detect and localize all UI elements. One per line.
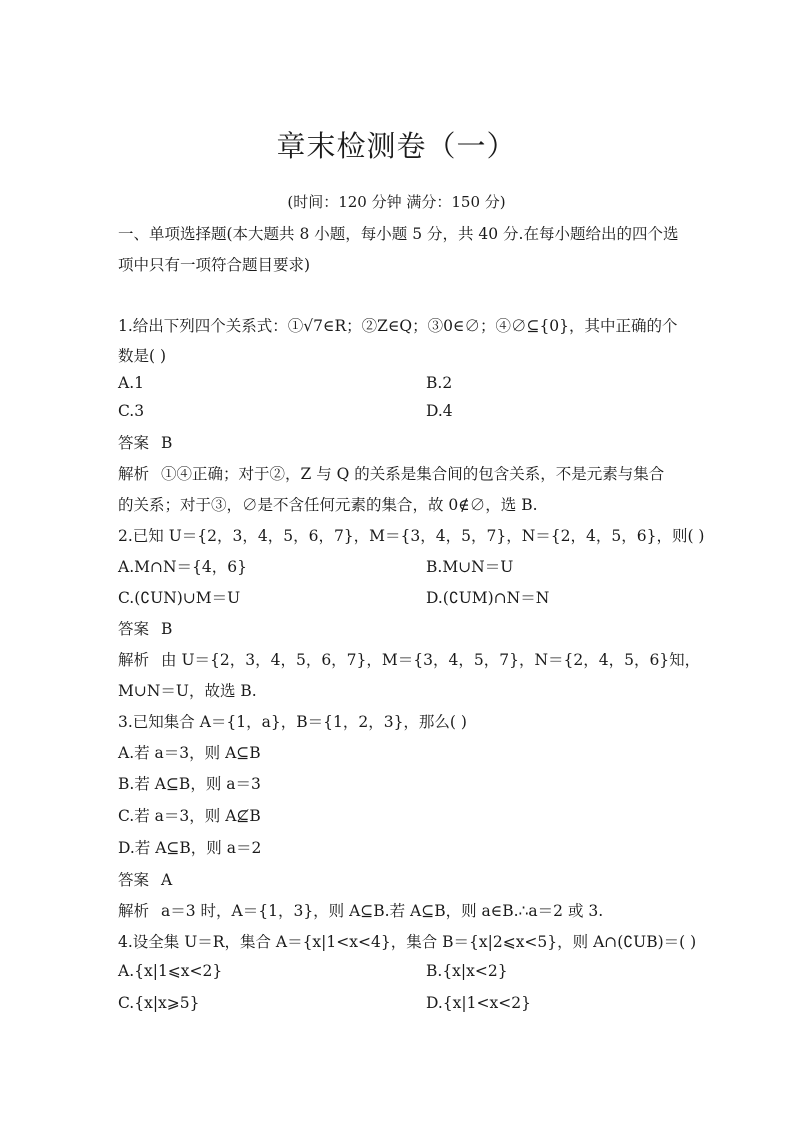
q3-stem: 3.已知集合 A＝{1，a}，B＝{1，2，3}，那么( ) — [118, 713, 467, 731]
exam-info: (时间：120 分钟 满分：150 分) — [287, 193, 506, 211]
q2-option-d: D.(∁UM)∩N＝N — [426, 589, 550, 607]
q2-option-a: A.M∩N＝{4，6} — [118, 558, 247, 576]
q4-stem: 4.设全集 U＝R，集合 A＝{x|1<x<4}，集合 B＝{x|2⩽x<5}，则 A∩(∁UB)＝( ) — [118, 933, 697, 951]
q4-option-a: A.{x|1⩽x<2} — [118, 962, 223, 980]
answer-label: 答案 — [118, 871, 150, 889]
q1-answer — [118, 431, 172, 453]
analysis-label: 解析 — [118, 651, 150, 669]
q3-option-c: C.若 a＝3，则 A⊈B — [118, 807, 261, 825]
q3-analysis — [118, 899, 603, 921]
q4-option-c: C.{x|x⩾5} — [118, 994, 200, 1012]
q2-answer — [118, 617, 172, 639]
q4-option-b: B.{x|x<2} — [426, 962, 508, 980]
q1-option-b: B.2 — [426, 374, 453, 392]
answer-label: 答案 — [118, 620, 150, 638]
answer-value: B — [161, 434, 173, 452]
section-heading: 一、单项选择题(本大题共 8 小题，每小题 5 分，共 40 分.在每小题给出的四个选 — [118, 225, 679, 243]
q1-analysis — [118, 462, 664, 484]
answer-value: A — [161, 871, 173, 889]
q2-analysis-cont: M∪N＝U，故选 B. — [118, 682, 257, 700]
analysis-label: 解析 — [118, 902, 150, 920]
q1-option-a: A.1 — [118, 374, 144, 392]
analysis-text: 由 U＝{2，3，4，5，6，7}，M＝{3，4，5，7}，N＝{2，4，5，6}知， — [161, 651, 701, 669]
q3-option-a: A.若 a＝3，则 A⊆B — [118, 744, 261, 762]
q3-option-d: D.若 A⊆B，则 a＝2 — [118, 839, 262, 857]
answer-label: 答案 — [118, 434, 150, 452]
q1-stem-cont: 数是( ) — [118, 347, 167, 365]
q2-option-b: B.M∪N＝U — [426, 558, 514, 576]
q1-option-c: C.3 — [118, 402, 145, 420]
q2-analysis — [118, 648, 700, 670]
analysis-label: 解析 — [118, 465, 150, 483]
q1-analysis-cont: 的关系；对于③，∅是不含任何元素的集合，故 0∉∅，选 B. — [118, 496, 538, 514]
q1-stem: 1.给出下列四个关系式：①√7∈R；②Z∈Q；③0∈∅；④∅⊆{0}，其中正确的个 — [118, 317, 678, 335]
answer-value: B — [161, 620, 173, 638]
q2-stem: 2.已知 U＝{2，3，4，5，6，7}，M＝{3，4，5，7}，N＝{2，4，5，6}，则( ) — [118, 527, 705, 545]
section-heading-cont: 项中只有一项符合题目要求) — [118, 256, 311, 274]
q4-option-d: D.{x|1<x<2} — [426, 994, 531, 1012]
q3-option-b: B.若 A⊆B，则 a＝3 — [118, 775, 261, 793]
q2-option-c: C.(∁UN)∪M＝U — [118, 589, 241, 607]
analysis-text: a＝3 时，A＝{1，3}，则 A⊆B.若 A⊆B，则 a∈B.∴a＝2 或 3. — [161, 902, 604, 920]
q3-answer — [118, 868, 172, 890]
analysis-text: ①④正确；对于②，Z 与 Q 的关系是集合间的包含关系，不是元素与集合 — [161, 465, 665, 483]
q1-option-d: D.4 — [426, 402, 453, 420]
page-title: 章末检测卷（一） — [276, 129, 517, 163]
